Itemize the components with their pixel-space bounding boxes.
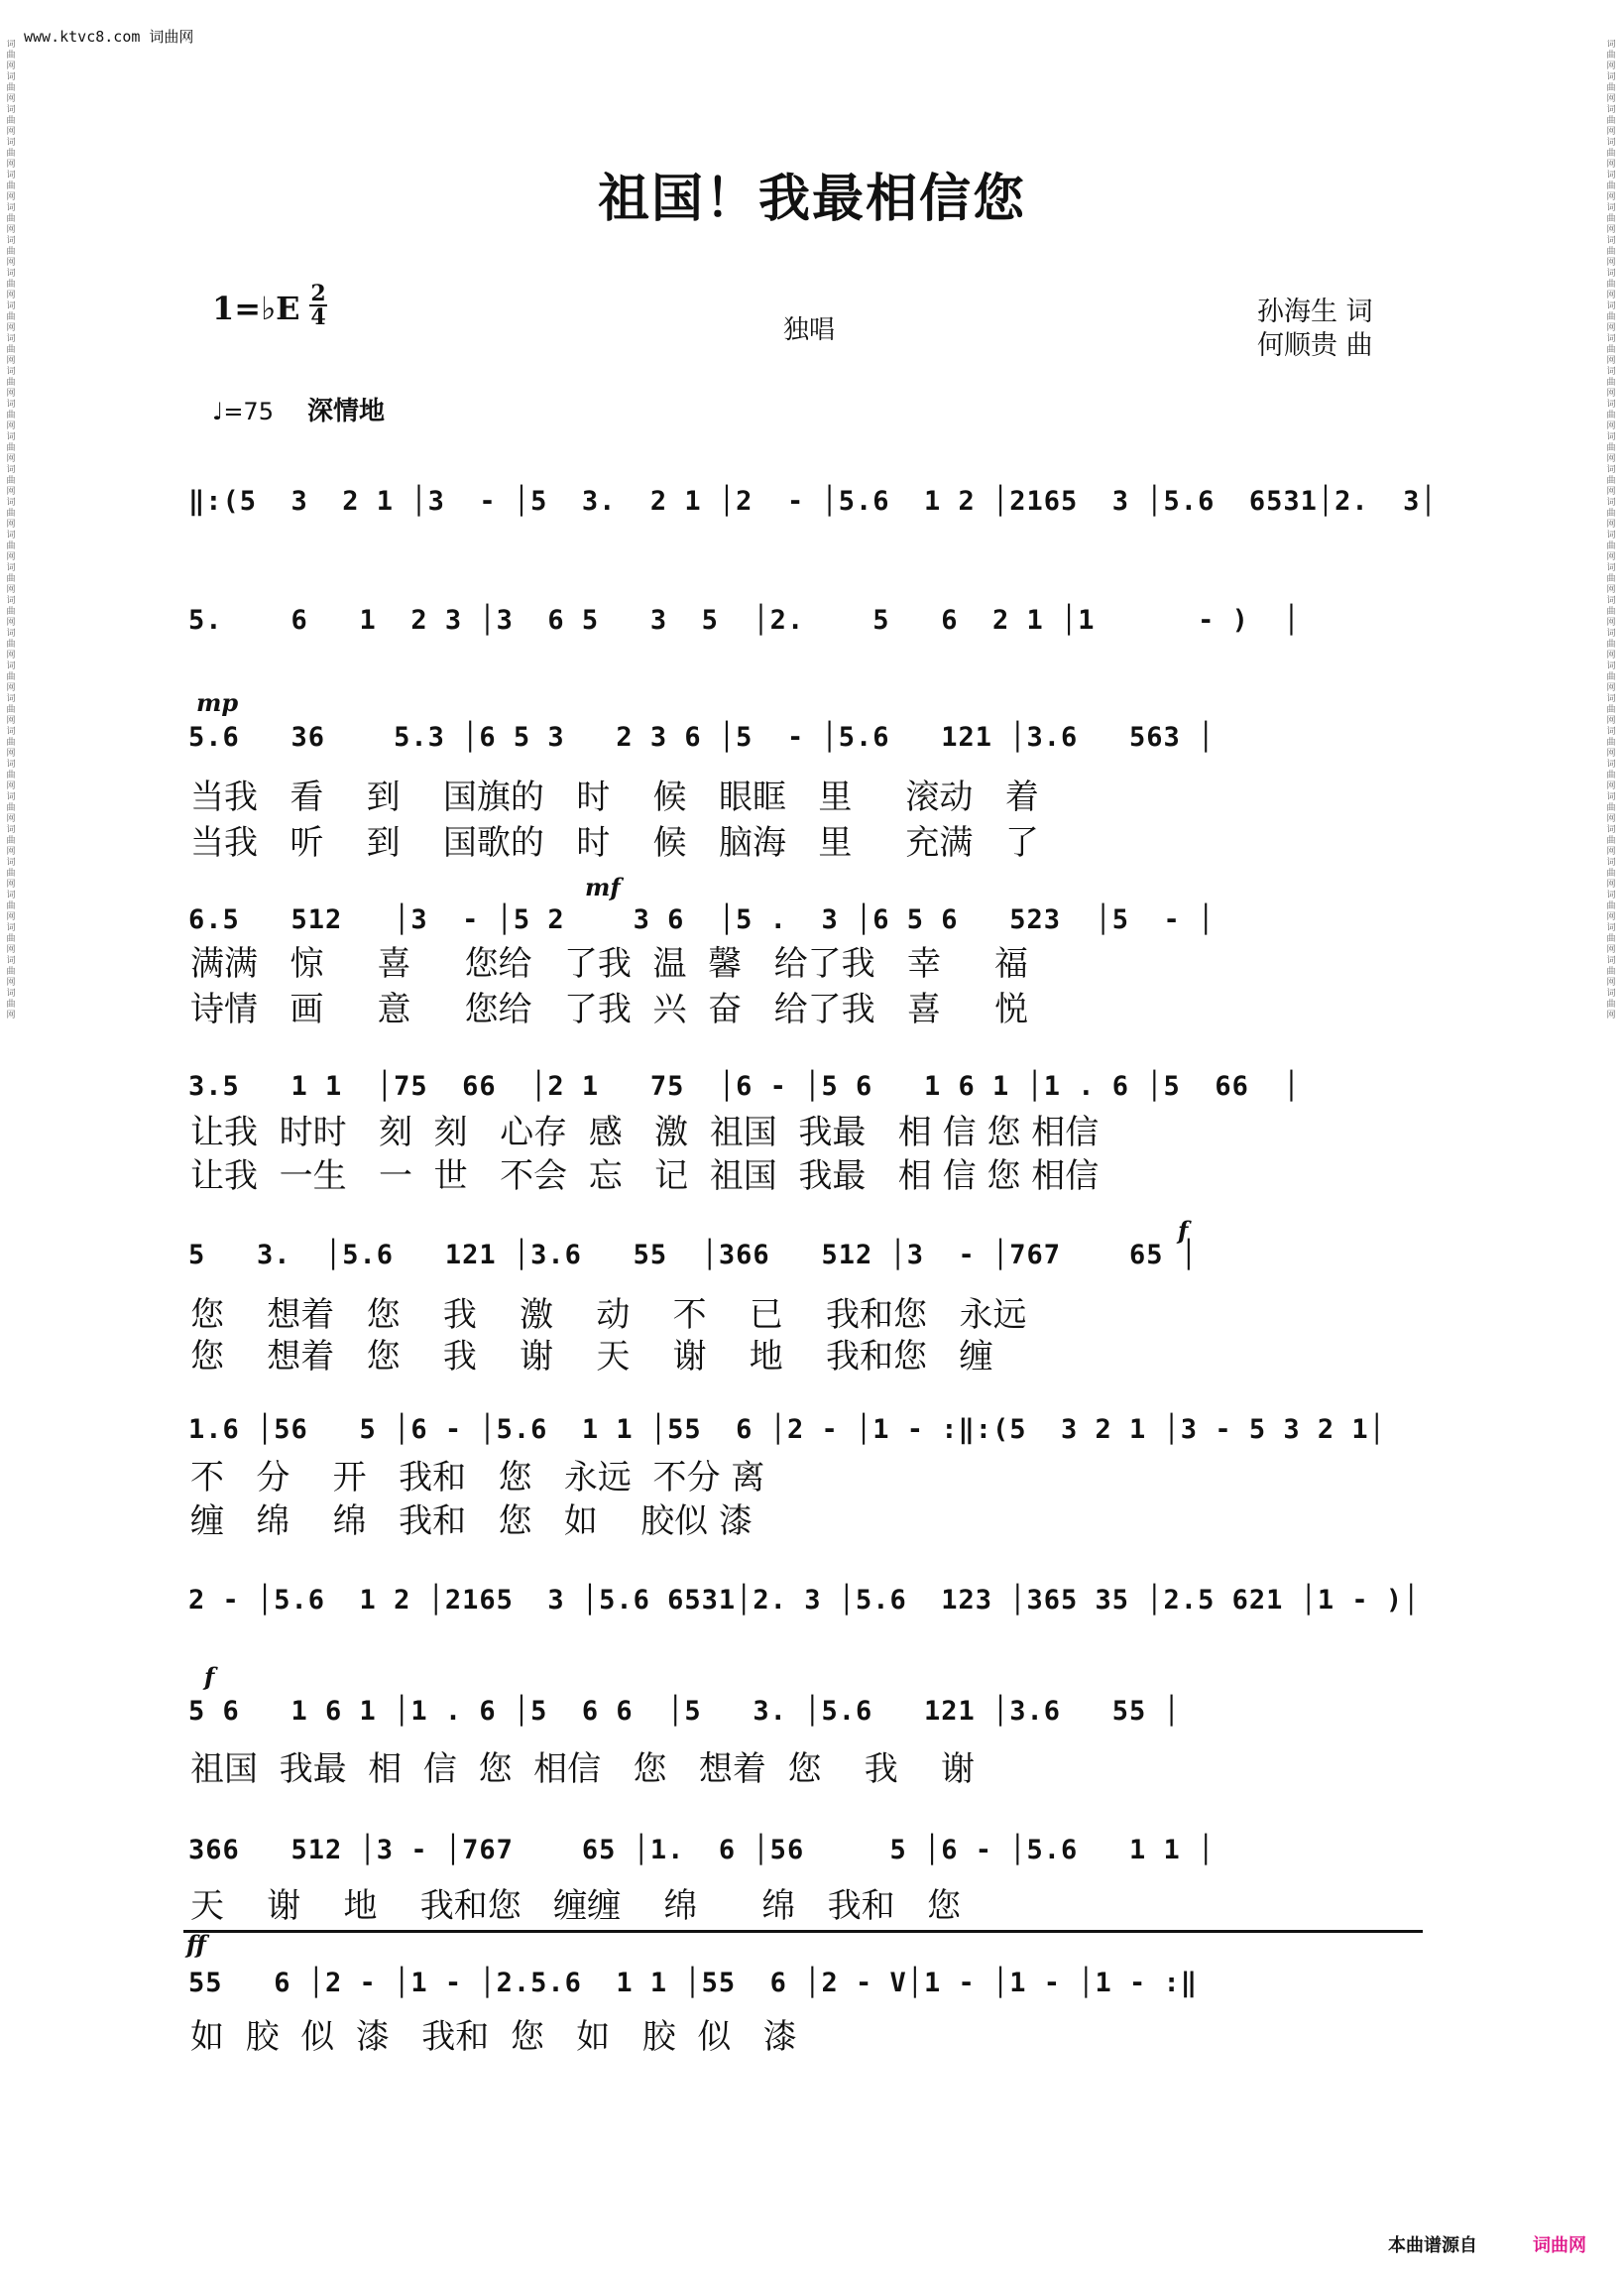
volta-bracket	[183, 1930, 1423, 1933]
system-2-notes: 5. 6 1 2 3 │3 6 5 3 5 │2. 5 6 2 1 │1 - ) │	[188, 605, 1301, 636]
time-top: 2	[310, 281, 326, 306]
system-3-lyrics-1: 当我 看 到 国旗的 时 候 眼眶 里 滚动 着	[190, 778, 1039, 817]
system-4-lyrics-2: 诗情 画 意 您给 了我 兴 奋 给了我 喜 悦	[190, 990, 1029, 1029]
key-signature: 1=♭E	[212, 290, 300, 327]
system-5-lyrics-1: 让我 时时 刻 刻 心存 感 激 祖国 我最 相 信 您 相信	[190, 1113, 1100, 1152]
system-8-notes: 2 - │5.6 1 2 │2165 3 │5.6 6531│2. 3 │5.6 123 │365 35 │2.5 621 │1 - )│	[188, 1585, 1421, 1616]
system-4-notes: 6.5 512 │3 - │5 2 3 6 │5 . 3 │6 5 6 523 │5 - │	[188, 904, 1216, 935]
system-3-notes: 5.6 36 5.3 │6 5 3 2 3 6 │5 - │5.6 121 │3.6 563 │	[188, 722, 1216, 753]
expression: 深情地	[306, 397, 385, 426]
system-4-lyrics-1: 满满 惊 喜 您给 了我 温 馨 给了我 幸 福	[190, 944, 1029, 984]
system-6-lyrics-1: 您 想着 您 我 激 动 不 已 我和您 永远	[190, 1295, 1027, 1335]
performance-mode: 独唱	[783, 315, 836, 345]
system-6-lyrics-2: 您 想着 您 我 谢 天 谢 地 我和您 缠	[190, 1337, 993, 1377]
dynamic-mark: mp	[196, 688, 239, 717]
side-watermark-left: 词曲网词曲网词曲网词曲网词曲网词曲网词曲网词曲网词曲网词曲网词曲网词曲网词曲网词曲网词曲网词曲网词曲网词曲网词曲网词曲网词曲网词曲网词曲网词曲网词曲网词曲网词曲网词曲网词曲网词曲网	[6, 40, 16, 1020]
dynamic-mark: mf	[585, 873, 621, 901]
time-signature	[309, 283, 327, 328]
system-11-lyrics-1: 如 胶 似 漆 我和 您 如 胶 似 漆	[190, 2017, 797, 2057]
system-3-lyrics-2: 当我 听 到 国歌的 时 候 脑海 里 充满 了	[190, 823, 1039, 863]
dynamic-mark: f	[1178, 1216, 1189, 1245]
system-11-notes: 55 6 │2 - │1 - │2.5.6 1 1 │55 6 │2 - V│1 - │1 - │1 - :‖	[188, 1968, 1199, 1998]
system-5-notes: 3.5 1 1 │75 66 │2 1 75 │6 - │5 6 1 6 1 │1 . 6 │5 66 │	[188, 1071, 1301, 1102]
composer: 何顺贵 曲	[1257, 330, 1373, 361]
system-7-lyrics-1: 不 分 开 我和 您 永远 不分 离	[190, 1458, 765, 1497]
brand-link[interactable]: 词曲网	[1533, 2235, 1586, 2256]
dynamic-mark: f	[204, 1662, 215, 1691]
system-1-notes: ‖:(5 3 2 1 │3 - │5 3. 2 1 │2 - │5.6 1 2 │2165 3 │5.6 6531│2. 3│	[188, 486, 1438, 517]
system-10-lyrics-1: 天 谢 地 我和您 缠缠 绵 绵 我和 您	[190, 1886, 962, 1926]
system-9-lyrics-1: 祖国 我最 相 信 您 相信 您 想着 您 我 谢	[190, 1749, 975, 1789]
tempo-value: ♩=75	[212, 398, 274, 425]
system-7-lyrics-2: 缠 绵 绵 我和 您 如 胶似 漆	[190, 1501, 753, 1541]
song-title: 祖国！我最相信您	[597, 169, 1026, 229]
tempo-marking	[212, 391, 385, 427]
system-10-notes: 366 512 │3 - │767 65 │1. 6 │56 5 │6 - │5.6 1 1 │	[188, 1835, 1216, 1865]
system-6-notes: 5 3. │5.6 121 │3.6 55 │366 512 │3 - │767 65 │	[188, 1240, 1199, 1270]
side-watermark-right: 词曲网词曲网词曲网词曲网词曲网词曲网词曲网词曲网词曲网词曲网词曲网词曲网词曲网词曲网词曲网词曲网词曲网词曲网词曲网词曲网词曲网词曲网词曲网词曲网词曲网词曲网词曲网词曲网词曲网词曲网	[1606, 40, 1616, 1020]
credits	[1257, 296, 1373, 363]
system-7-notes: 1.6 │56 5 │6 - │5.6 1 1 │55 6 │2 - │1 - :‖:(5 3 2 1 │3 - 5 3 2 1│	[188, 1414, 1386, 1445]
site-url[interactable]: www.ktvc8.com 词曲网	[24, 28, 194, 46]
system-9-notes: 5 6 1 6 1 │1 . 6 │5 6 6 │5 3. │5.6 121 │3.6 55 │	[188, 1696, 1181, 1727]
source-label: 本曲谱源自	[1388, 2235, 1477, 2256]
time-bottom: 4	[310, 304, 326, 330]
system-5-lyrics-2: 让我 一生 一 世 不会 忘 记 祖国 我最 相 信 您 相信	[190, 1156, 1100, 1196]
lyricist: 孙海生 词	[1257, 297, 1373, 327]
dynamic-mark: ff	[186, 1930, 206, 1959]
